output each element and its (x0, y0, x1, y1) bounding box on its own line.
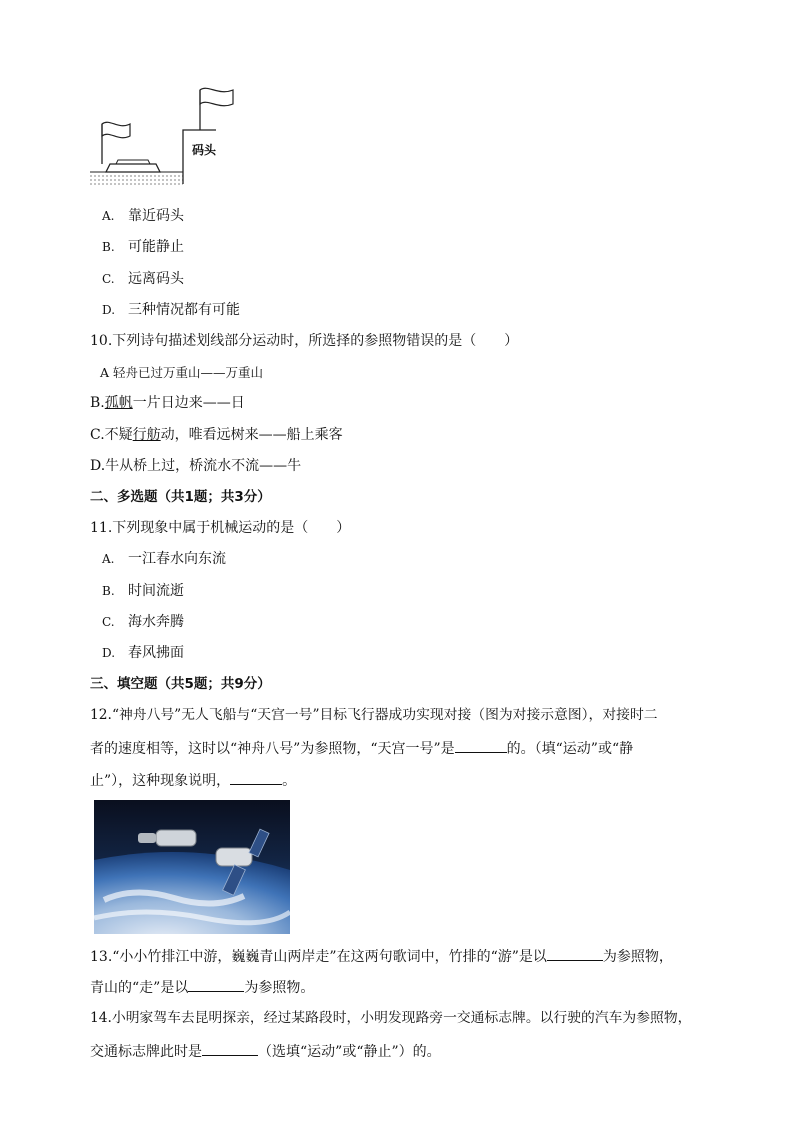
q9-option-c: C. 远离码头 (102, 271, 184, 287)
q10-option-c: C.不疑行舫动，唯看远树来——船上乘客 (90, 427, 343, 443)
space-docking-image (94, 800, 290, 934)
q10-option-b: B.孤帆一片日边来——日 (90, 395, 245, 411)
q12-line-3: 止”），这种现象说明， 。 (90, 770, 296, 790)
q9-option-d: D. 三种情况都有可能 (102, 302, 240, 318)
dock-boat-figure (88, 84, 248, 194)
q11-option-a: A. 一江春水向东流 (102, 551, 226, 567)
q14-blank-1[interactable] (202, 1041, 258, 1056)
q11-option-b: B. 时间流逝 (102, 583, 184, 599)
q11-stem: 11.下列现象中属于机械运动的是（ ） (90, 520, 351, 536)
q12-blank-1[interactable] (455, 738, 507, 753)
q9-option-b: B. 可能静止 (102, 239, 184, 255)
q14-line-1: 14.小明家驾车去昆明探亲，经过某路段时，小明发现路旁一交通标志牌。以行驶的汽车为参照物， (90, 1010, 692, 1026)
q13-line-2: 青山的“走”是以 为参照物。 (90, 977, 314, 997)
q12-line-2: 者的速度相等，这时以“神舟八号”为参照物，“天宫一号”是 的。（填“运动”或“静 (90, 738, 633, 758)
q10-option-d: D.牛从桥上过，桥流水不流——牛 (90, 458, 302, 474)
q13-line-1: 13.“小小竹排江中游，巍巍青山两岸走”在这两句歌词中，竹排的“游”是以 为参照物， (90, 946, 673, 966)
q12-line-1: 12.“神舟八号”无人飞船与“天宫一号”目标飞行器成功实现对接（图为对接示意图），对接时二 (90, 707, 658, 723)
q12-blank-2[interactable] (230, 770, 282, 785)
boat (106, 160, 160, 172)
section-3-title: 三、填空题（共5题；共9分） (90, 676, 271, 692)
dock-label: 码头 (192, 143, 217, 157)
q9-option-a: A. 靠近码头 (102, 208, 184, 224)
q11-option-c: C. 海水奔腾 (102, 614, 184, 630)
dock-flag-icon (200, 88, 233, 130)
q14-line-2: 交通标志牌此时是 （选填“运动”或“静止”）的。 (90, 1041, 441, 1061)
q13-blank-1[interactable] (547, 946, 603, 961)
dock-boat-diagram (88, 84, 248, 194)
dock (183, 130, 216, 184)
q10-option-a: A 轻舟已过万重山——万重山 (100, 365, 264, 380)
boat-flag-icon (102, 122, 130, 164)
section-2-title: 二、多选题（共1题；共3分） (90, 489, 271, 505)
docking-illustration (94, 800, 290, 934)
q10-stem: 10.下列诗句描述划线部分运动时，所选择的参照物错误的是（ ） (90, 333, 519, 349)
water-surface (90, 172, 183, 184)
q13-blank-2[interactable] (188, 977, 244, 992)
q11-option-d: D. 春风拂面 (102, 645, 184, 661)
